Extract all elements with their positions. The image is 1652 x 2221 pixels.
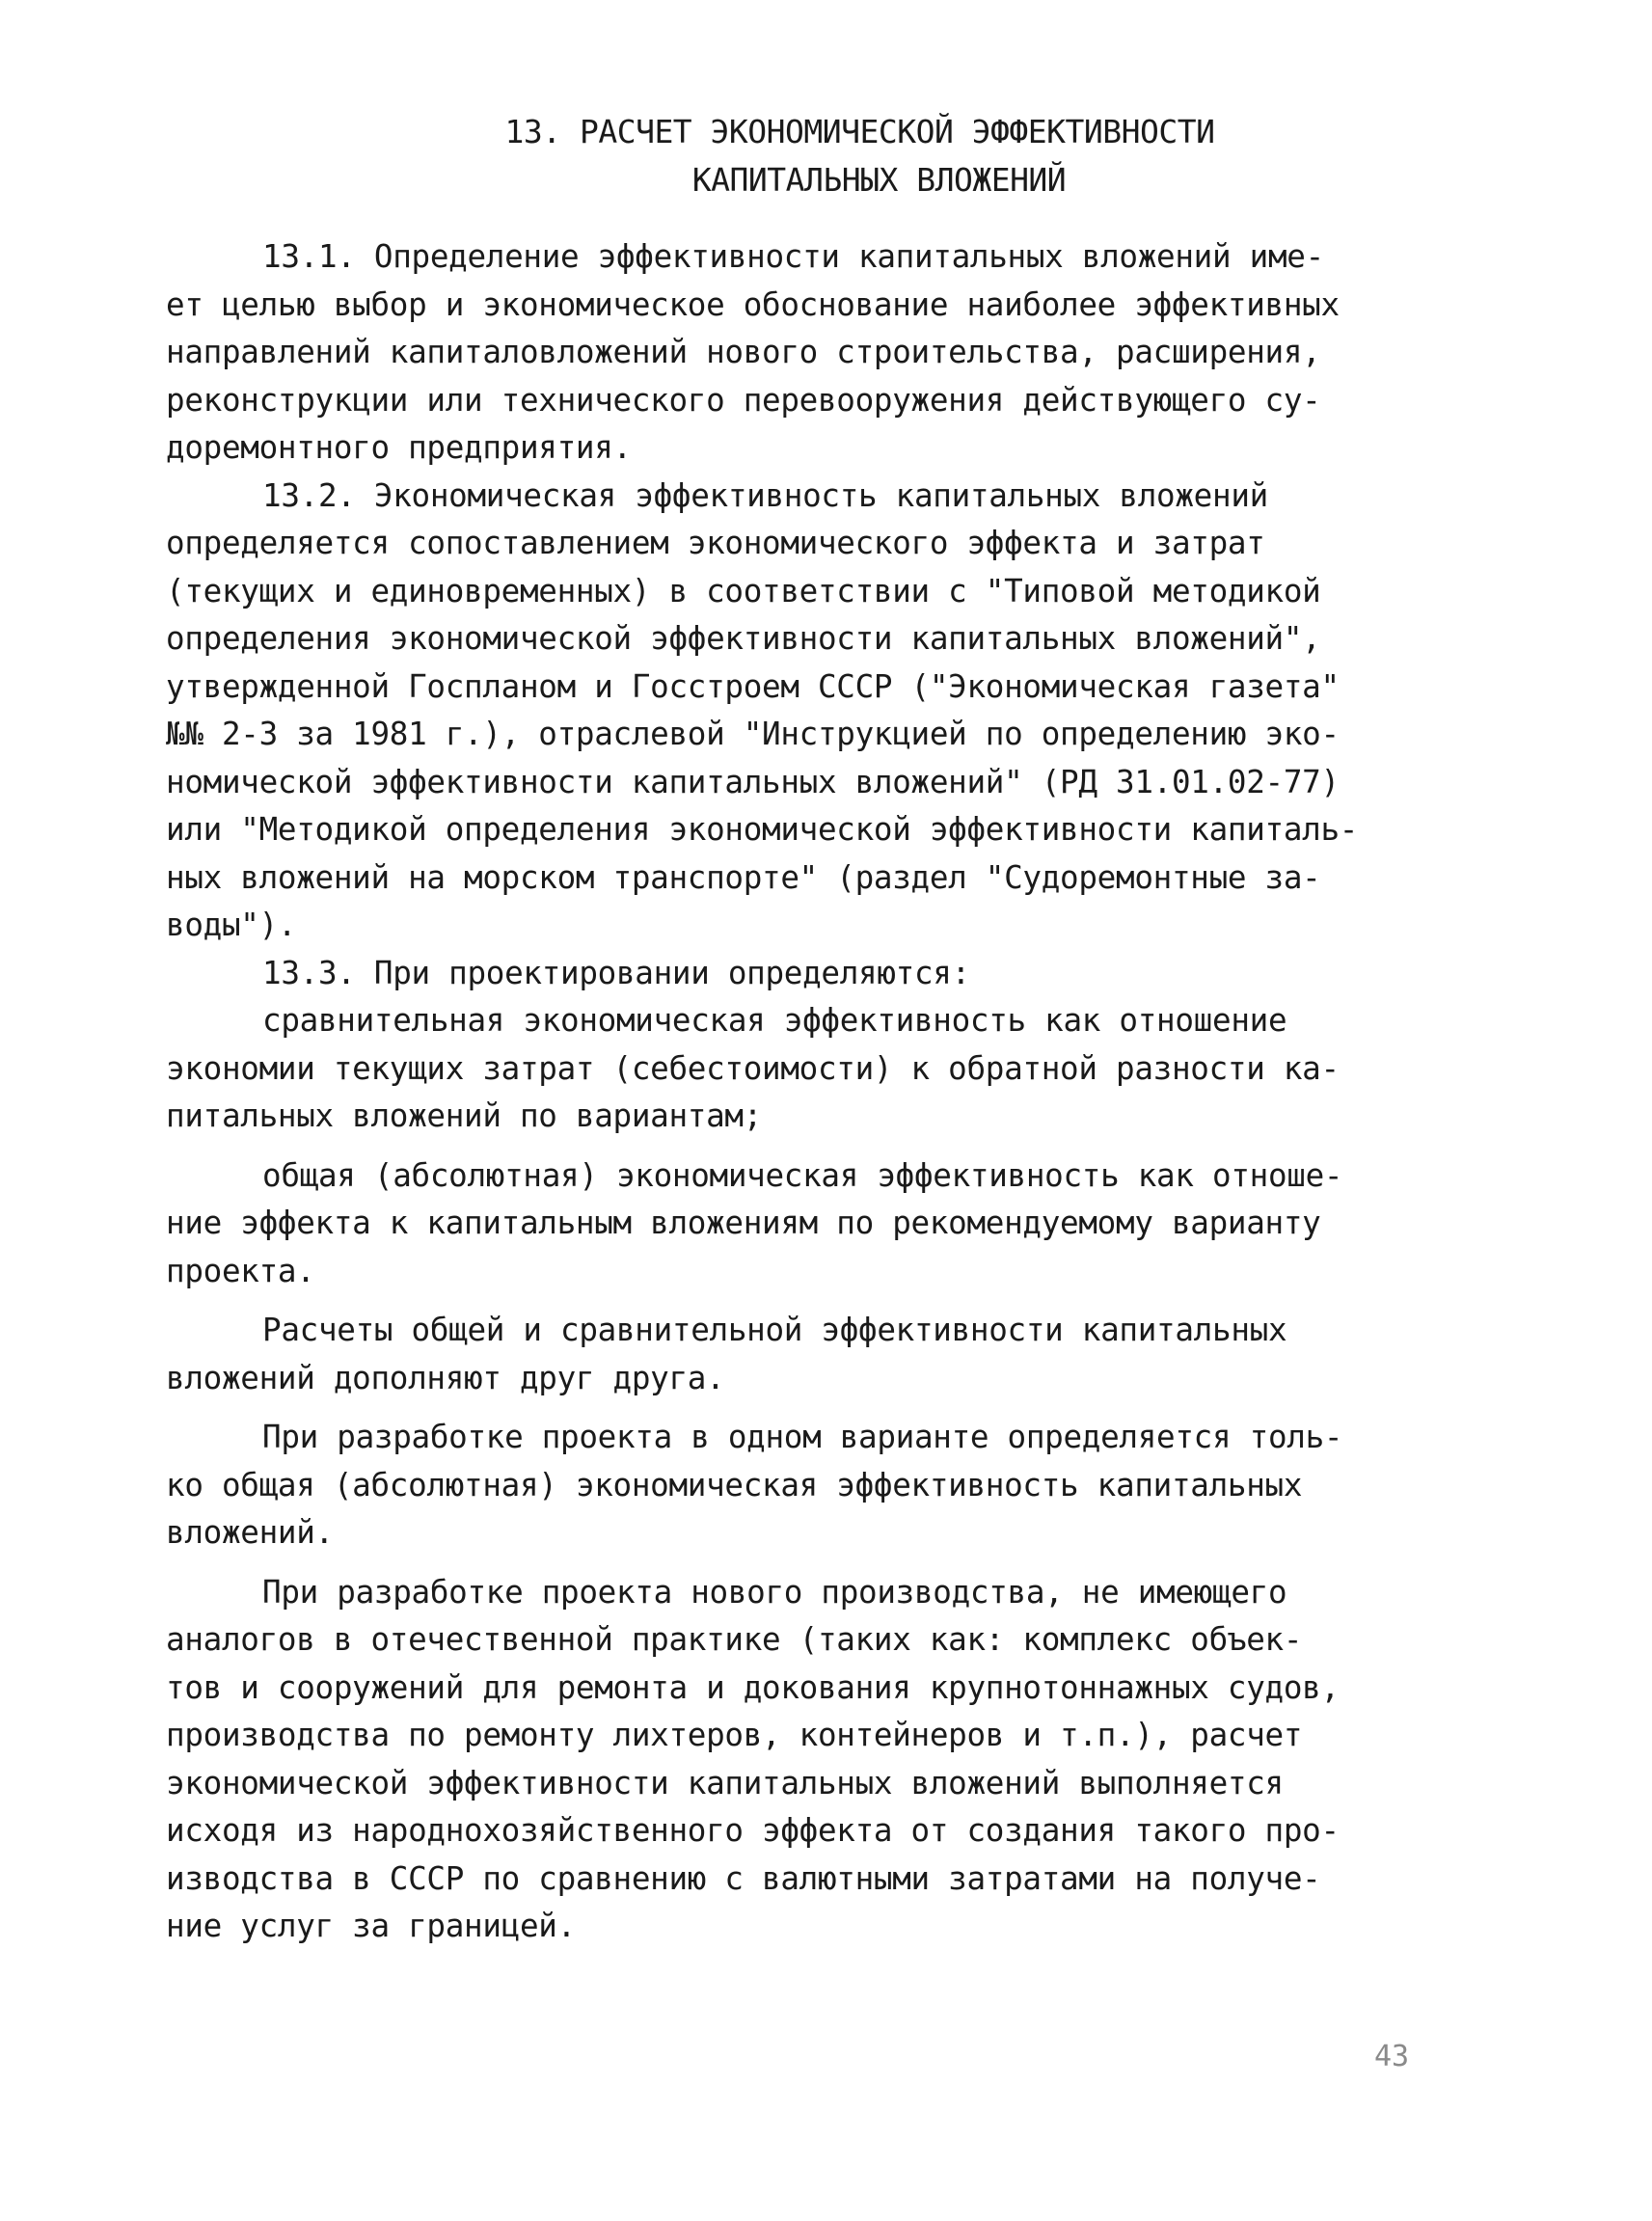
text-line: питальных вложений по вариантам;: [166, 1097, 763, 1134]
text-line: утвержденной Госпланом и Госстроем СССР ("Экономическая газета": [166, 667, 1340, 705]
text-line: определения экономической эффективности капитальных вложений",: [166, 620, 1321, 657]
text-line: Расчеты общей и сравнительной эффективности капитальных: [262, 1312, 1287, 1348]
paragraph-13-1: [166, 233, 1410, 473]
page-number: 43: [1374, 2040, 1410, 2073]
text-line: ко общая (абсолютная) экономическая эффективность капитальных: [166, 1466, 1303, 1503]
text-line: общая (абсолютная) экономическая эффективность как отноше-: [262, 1156, 1343, 1194]
text-line: ние эффекта к капитальным вложениям по рекомендуемому варианту: [166, 1205, 1321, 1241]
paragraph-single-variant: [166, 1414, 1410, 1557]
text-line: вложений.: [166, 1514, 334, 1551]
text-line: ных вложений на морском транспорте" (раздел "Судоремонтные за-: [166, 858, 1321, 896]
text-line: проекта.: [166, 1252, 315, 1289]
paragraph-new-production: [166, 1569, 1410, 1951]
text-line: №№ 2-3 за 1981 г.), отраслевой "Инструкцией по определению эко-: [166, 716, 1340, 752]
text-line: или "Методикой определения экономической эффективности капиталь-: [166, 811, 1359, 848]
text-line: ние услуг за границей.: [166, 1908, 576, 1944]
paragraph-absolute-efficiency: [166, 1152, 1410, 1296]
paragraph-13-2: [166, 473, 1410, 950]
section-title-line-2: КАПИТАЛЬНЫХ ВЛОЖЕНИЙ: [691, 161, 1067, 199]
text-line: производства по ремонту лихтеров, контейнеров и т.п.), расчет: [166, 1717, 1303, 1753]
text-line: экономической эффективности капитальных вложений выполняется: [166, 1764, 1284, 1801]
paragraph-calculations: [166, 1307, 1410, 1402]
section-title: [0, 108, 1652, 204]
text-line: аналогов в отечественной практике (таких как: комплекс объек-: [166, 1621, 1303, 1658]
text-line: номической эффективности капитальных вложений" (РД 31.01.02-77): [166, 763, 1340, 800]
text-line: При разработке проекта нового производства, не имеющего: [262, 1573, 1287, 1611]
text-line: воды").: [166, 907, 297, 943]
text-line: сравнительная экономическая эффективность как отношение: [262, 1002, 1287, 1039]
text-line: направлений капиталовложений нового строительства, расширения,: [166, 334, 1321, 370]
text-line: изводства в СССР по сравнению с валютными затратами на получе-: [166, 1859, 1321, 1897]
text-line: доремонтного предприятия.: [166, 429, 632, 466]
body-text: [166, 233, 1410, 1951]
text-line: исходя из народнохозяйственного эффекта от создания такого про-: [166, 1812, 1340, 1849]
text-line: 13.2. Экономическая эффективность капитальных вложений: [262, 476, 1268, 514]
text-line: При разработке проекта в одном варианте определяется толь-: [262, 1419, 1343, 1455]
text-line: определяется сопоставлением экономического эффекта и затрат: [166, 525, 1265, 561]
text-line: 13.1. Определение эффективности капитальных вложений име-: [262, 238, 1324, 275]
text-line: ет целью выбор и экономическое обоснование наиболее эффективных: [166, 285, 1340, 323]
paragraph-13-3: [166, 950, 1410, 998]
text-line: (текущих и единовременных) в соответствии с "Типовой методикой: [166, 572, 1321, 609]
text-line: тов и сооружений для ремонта и докования крупнотоннажных судов,: [166, 1668, 1340, 1706]
text-line: реконструкции или технического перевооружения действующего су-: [166, 381, 1321, 419]
text-line: 13.3. При проектировании определяются:: [262, 954, 970, 991]
section-title-line-1: 13. РАСЧЕТ ЭКОНОМИЧЕСКОЙ ЭФФЕКТИВНОСТИ: [504, 113, 1215, 150]
paragraph-comparative-efficiency: [166, 997, 1410, 1141]
text-line: вложений дополняют друг друга.: [166, 1359, 725, 1396]
text-line: экономии текущих затрат (себестоимости) к обратной разности ка-: [166, 1049, 1340, 1087]
